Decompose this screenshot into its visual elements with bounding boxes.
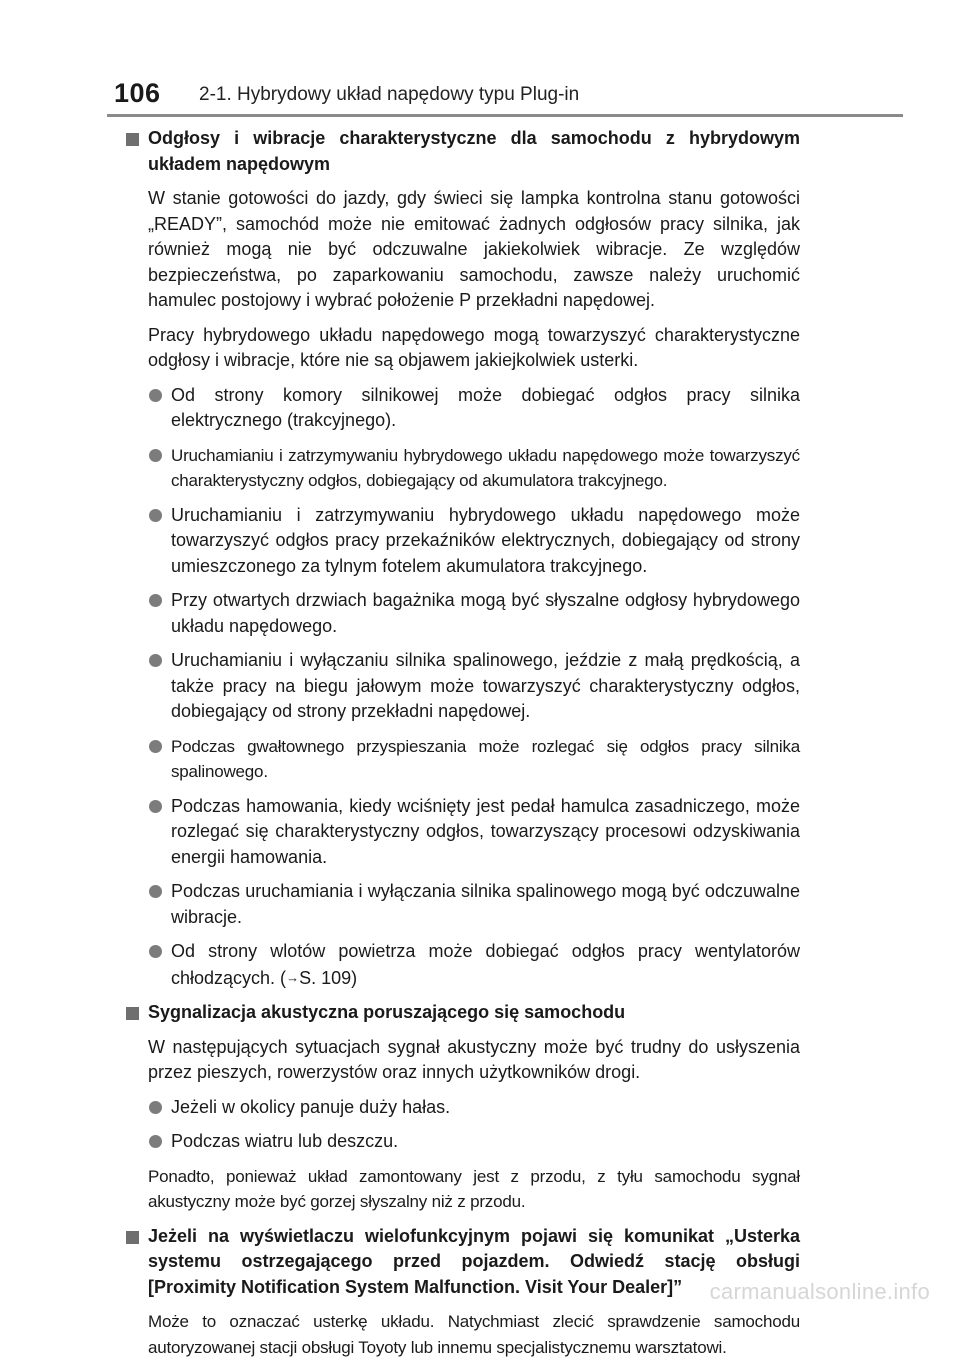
circle-bullet-icon xyxy=(149,800,162,813)
square-bullet-icon xyxy=(126,1007,139,1020)
circle-bullet-icon xyxy=(149,1135,162,1148)
circle-bullet-icon xyxy=(149,740,162,753)
list-item xyxy=(148,588,800,639)
section-heading xyxy=(126,1000,800,1026)
list-item xyxy=(148,1095,800,1121)
page-reference-link[interactable]: S. 109) xyxy=(299,967,358,988)
list-item-text: Przy otwartych drzwiach bagażnika mogą być słyszalne odgłosy hybrydowego układu napędowego. xyxy=(171,590,800,636)
list-item-text: Podczas gwałtownego przyspieszania może rozlegać się odgłos pracy silnika spalinowego. xyxy=(171,736,800,781)
watermark: carmanualsonline.info xyxy=(709,1279,930,1304)
square-bullet-icon xyxy=(126,1231,139,1244)
list-item-text: Podczas hamowania, kiedy wciśnięty jest pedał hamulca zasadniczego, może rozlegać się charakterystyczny odgłos, towarzyszący procesowi odzyskiwania energii hamowania. xyxy=(171,795,800,867)
paragraph: Pracy hybrydowego układu napędowego mogą towarzyszyć charakterystyczne odgłosy i wibracje, które nie są objawem jakiejkolwiek usterki. xyxy=(148,324,800,370)
list-item xyxy=(148,383,800,434)
circle-bullet-icon xyxy=(149,594,162,607)
section-heading xyxy=(126,126,800,177)
circle-bullet-icon xyxy=(149,389,162,402)
circle-bullet-icon xyxy=(149,449,162,462)
list-item xyxy=(148,879,800,930)
list-item xyxy=(148,794,800,871)
heading-text: Jeżeli na wyświetlaczu wielofunkcyjnym pojawi się komunikat „Usterka systemu ostrzegającego przed pojazdem. Odwiedź stację obsługi [Proximity Notification System Malfunction. Visit Your Dealer]” xyxy=(148,1225,800,1297)
header-divider xyxy=(107,114,903,117)
list-item-text: Uruchamianiu i zatrzymywaniu hybrydowego układu napędowego może towarzyszyć odgłos pracy przekaźników elektrycznych, dobiegający od strony umieszczonego za tylnym fotelem akumulatora trakcyjnego. xyxy=(171,504,800,576)
paragraph: Ponadto, ponieważ układ zamontowany jest z przodu, z tyłu samochodu sygnał akustyczny może być gorzej słyszalny niż z przodu. xyxy=(148,1166,800,1211)
square-bullet-icon xyxy=(126,133,139,146)
list-item xyxy=(148,443,800,494)
list-item-text: Od strony wlotów powietrza może dobiegać odgłos pracy wentylatorów chłodzących. ( xyxy=(171,941,800,988)
circle-bullet-icon xyxy=(149,945,162,958)
list-item-text: Od strony komory silnikowej może dobiegać odgłos pracy silnika elektrycznego (trakcyjnego). xyxy=(171,384,800,430)
page-header xyxy=(0,0,960,118)
list-item-text: Uruchamianiu i zatrzymywaniu hybrydowego układu napędowego może towarzyszyć charakterystyczny odgłos, dobiegający od akumulatora trakcyjnego. xyxy=(171,445,800,490)
page-number: 106 xyxy=(114,78,161,108)
list-item xyxy=(148,734,800,785)
heading-text: Odgłosy i wibracje charakterystyczne dla samochodu z hybrydowym układem napędowym xyxy=(148,128,800,174)
circle-bullet-icon xyxy=(149,654,162,667)
list-item xyxy=(148,939,800,991)
circle-bullet-icon xyxy=(149,509,162,522)
circle-bullet-icon xyxy=(149,1101,162,1114)
list-item xyxy=(148,503,800,580)
circle-bullet-icon xyxy=(149,885,162,898)
page-content xyxy=(126,126,800,1369)
paragraph: W stanie gotowości do jazdy, gdy świeci się lampka kontrolna stanu gotowości „READY”, samochód może nie emitować żadnych odgłosów pracy silnika, jak również mogą nie być odczuwalne jakiekolwiek wibracje. Ze względów bezpieczeństwa, po zaparkowaniu samochodu, zawsze należy uruchomić hamulec postojowy i wybrać położenie P przekładni napędowej. xyxy=(148,188,800,310)
list-item xyxy=(148,648,800,725)
list-item-text: Podczas uruchamiania i wyłączania silnika spalinowego mogą być odczuwalne wibracje. xyxy=(171,881,800,927)
section-heading xyxy=(126,1224,800,1301)
paragraph: W następujących sytuacjach sygnał akustyczny może być trudny do usłyszenia przez pieszych, rowerzystów oraz innych użytkowników drogi. xyxy=(148,1036,800,1082)
list-item-text: Jeżeli w okolicy panuje duży hałas. xyxy=(171,1096,451,1117)
section-title: 2-1. Hybrydowy układ napędowy typu Plug-in xyxy=(199,84,580,105)
heading-text: Sygnalizacja akustyczna poruszającego się samochodu xyxy=(148,1002,626,1022)
paragraph: Może to oznaczać usterkę układu. Natychmiast zlecić sprawdzenie samochodu autoryzowanej stacji obsługi Toyoty lub innemu specjalistycznemu warsztatowi. xyxy=(148,1312,800,1357)
list-item xyxy=(148,1129,800,1155)
list-item-text: Uruchamianiu i wyłączaniu silnika spalinowego, jeździe z małą prędkością, a także pracy na biegu jałowym może towarzyszyć charakterystyczny odgłos, dobiegający od strony przekładni napędowej. xyxy=(171,650,800,721)
list-item-text: Podczas wiatru lub deszczu. xyxy=(171,1131,399,1151)
arrow-right-icon: → xyxy=(286,969,300,985)
